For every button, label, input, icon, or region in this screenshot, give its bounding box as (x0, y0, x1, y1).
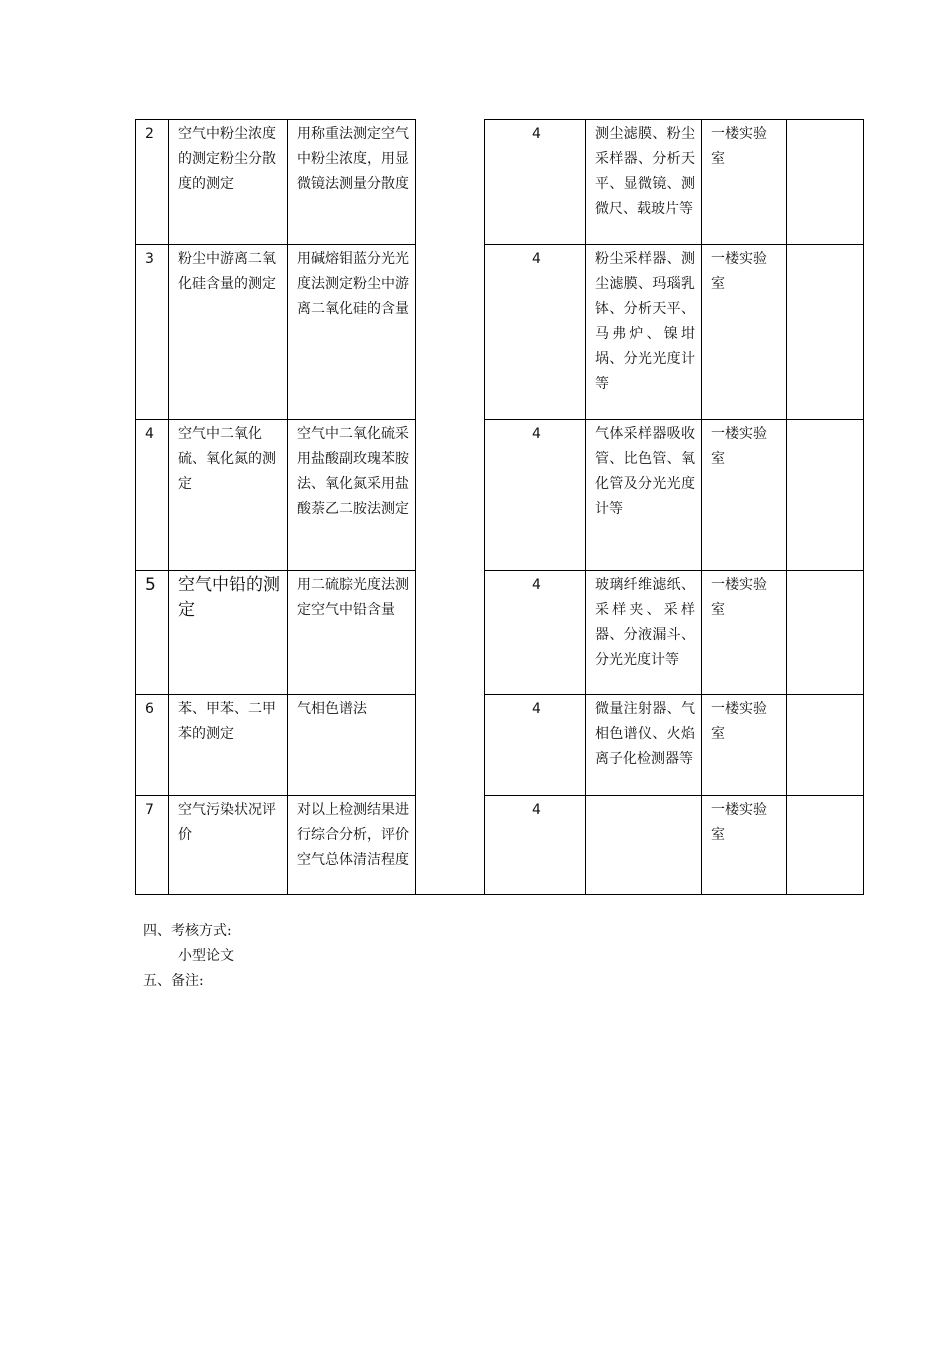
experiment-method: 用二硫腙光度法测定空气中铅含量 (288, 571, 416, 695)
experiment-hours: 4 (485, 571, 586, 695)
row-number: 3 (136, 245, 169, 420)
experiment-method: 用称重法测定空气中粉尘浓度，用显微镜法测量分散度 (288, 120, 416, 245)
empty-cell (416, 245, 485, 420)
experiment-location: 一楼实验室 (702, 695, 787, 796)
experiment-note (787, 120, 864, 245)
experiment-name: 苯、甲苯、二甲苯的测定 (169, 695, 288, 796)
experiment-equipment: 玻璃纤维滤纸、采样夹、采样器、分液漏斗、分光光度计等 (586, 571, 702, 695)
empty-cell (416, 420, 485, 571)
row-number: 7 (136, 796, 169, 895)
experiment-location: 一楼实验室 (702, 571, 787, 695)
assessment-value: 小型论文 (178, 948, 234, 964)
experiment-name: 空气污染状况评价 (169, 796, 288, 895)
experiment-note (787, 245, 864, 420)
experiment-equipment: 微量注射器、气相色谱仪、火焰离子化检测器等 (586, 695, 702, 796)
experiment-note (787, 571, 864, 695)
experiment-hours: 4 (485, 796, 586, 895)
table-row (136, 245, 864, 420)
table-row (136, 420, 864, 571)
experiment-hours: 4 (485, 695, 586, 796)
experiment-equipment (586, 796, 702, 895)
experiment-hours: 4 (485, 245, 586, 420)
row-number: 5 (136, 571, 169, 695)
empty-cell (416, 796, 485, 895)
experiment-note (787, 695, 864, 796)
assessment-heading: 四、考核方式: (143, 923, 232, 939)
experiment-method: 用碱熔钼蓝分光光度法测定粉尘中游离二氧化硅的含量 (288, 245, 416, 420)
experiment-equipment: 气体采样器吸收管、比色管、氧化管及分光光度计等 (586, 420, 702, 571)
experiment-table (135, 119, 864, 895)
row-number: 2 (136, 120, 169, 245)
table-row (136, 571, 864, 695)
table-row (136, 796, 864, 895)
experiment-equipment: 粉尘采样器、测尘滤膜、玛瑙乳钵、分析天平、马弗炉、镍坩埚、分光光度计等 (586, 245, 702, 420)
experiment-method: 气相色谱法 (288, 695, 416, 796)
experiment-hours: 4 (485, 420, 586, 571)
experiment-location: 一楼实验室 (702, 245, 787, 420)
experiment-name: 空气中粉尘浓度的测定粉尘分散度的测定 (169, 120, 288, 245)
row-number: 4 (136, 420, 169, 571)
empty-cell (416, 120, 485, 245)
experiment-equipment: 测尘滤膜、粉尘采样器、分析天平、显微镜、测微尺、载玻片等 (586, 120, 702, 245)
experiment-method: 对以上检测结果进行综合分析，评价空气总体清洁程度 (288, 796, 416, 895)
experiment-note (787, 420, 864, 571)
experiment-hours: 4 (485, 120, 586, 245)
row-number: 6 (136, 695, 169, 796)
remarks-heading: 五、备注: (143, 973, 204, 989)
table-row (136, 695, 864, 796)
experiment-name: 空气中二氧化硫、氧化氮的测定 (169, 420, 288, 571)
experiment-note (787, 796, 864, 895)
experiment-location: 一楼实验室 (702, 120, 787, 245)
experiment-method: 空气中二氧化硫采用盐酸副玫瑰苯胺法、氧化氮采用盐酸萘乙二胺法测定 (288, 420, 416, 571)
empty-cell (416, 695, 485, 796)
table-row (136, 120, 864, 245)
experiment-location: 一楼实验室 (702, 420, 787, 571)
empty-cell (416, 571, 485, 695)
experiment-name: 空气中铅的测定 (169, 571, 288, 695)
experiment-location: 一楼实验室 (702, 796, 787, 895)
experiment-name: 粉尘中游离二氧化硅含量的测定 (169, 245, 288, 420)
